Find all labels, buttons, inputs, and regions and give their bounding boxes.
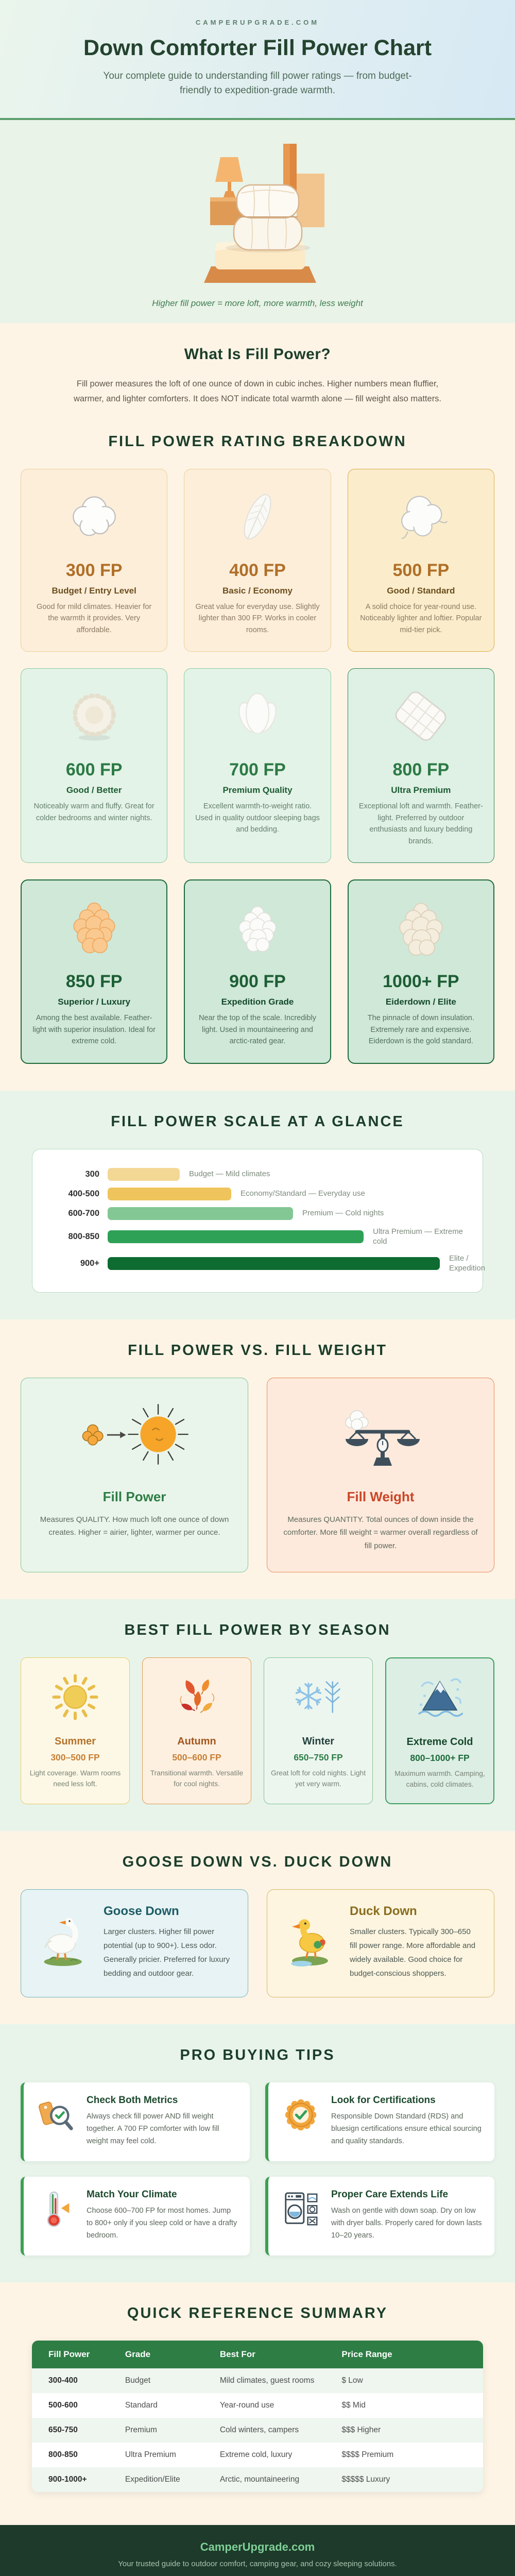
fp-grade: Superior / Luxury	[58, 997, 131, 1007]
fp-card-500	[348, 469, 494, 652]
duck-down-description: Smaller clusters. Typically 300–650 fill power range. More affordable and widely available. Good choice for budget-conscious shoppers.	[350, 1927, 476, 1978]
scale-bar-label: Premium — Cold nights	[302, 1209, 384, 1218]
scale-row	[48, 1227, 467, 1247]
scale-range-label: 800-850	[68, 1231, 99, 1241]
site-label: CAMPERUPGRADE.COM	[195, 19, 320, 26]
scale-range-label: 300	[85, 1169, 99, 1179]
scale-section	[0, 1091, 515, 1319]
column-header-best-for: Best For	[203, 2341, 325, 2368]
vs-section	[0, 1319, 515, 1600]
bedroom-comforter-illustration	[178, 137, 337, 291]
scale-bar	[108, 1168, 180, 1181]
season-description: Maximum warmth. Camping, cabins, cold climates.	[394, 1770, 485, 1788]
scale-bar	[108, 1257, 440, 1270]
fp-card-400	[184, 469, 331, 652]
scale-row	[48, 1253, 486, 1274]
season-card-autumn	[142, 1657, 251, 1804]
scale-range-label: 600-700	[68, 1208, 99, 1218]
cell-price-range: $$$$ Premium	[325, 2443, 483, 2467]
fp-description: Excellent warmth-to-weight ratio. Used in quality outdoor sleeping bags and bedding.	[195, 802, 320, 834]
summary-heading: QUICK REFERENCE SUMMARY	[127, 2304, 388, 2321]
cell-best-for: Mild climates, guest rooms	[203, 2368, 325, 2393]
page-header	[0, 0, 515, 120]
cell-best-for: Extreme cold, luxury	[203, 2443, 325, 2467]
fp-grade: Eiderdown / Elite	[385, 997, 456, 1007]
goose-down-title: Goose Down	[104, 1904, 179, 1919]
feather-icon	[224, 483, 291, 551]
tip-text	[331, 2095, 482, 2148]
snowflake-branch-icon	[291, 1670, 345, 1724]
season-card-summer	[21, 1657, 130, 1804]
fp-grade: Premium Quality	[222, 785, 293, 795]
fp-number: 400 FP	[229, 560, 286, 580]
cell-grade: Standard	[109, 2393, 203, 2418]
tips-section	[0, 2024, 515, 2282]
down-cluster-orange-icon	[60, 894, 128, 962]
cell-best-for: Arctic, mountaineering	[203, 2467, 325, 2492]
down-types-section	[0, 1831, 515, 2024]
fp-card-700	[184, 668, 331, 863]
tip-card-check-metrics	[21, 2082, 250, 2161]
cell-fill-power: 500-600	[32, 2393, 109, 2418]
scale-bar	[108, 1230, 364, 1243]
page-title: Down Comforter Fill Power Chart	[83, 36, 432, 60]
season-fp-range: 650–750 FP	[294, 1752, 343, 1763]
balance-scale-icon	[324, 1396, 437, 1473]
season-description: Light coverage. Warm rooms need less loft.	[29, 1769, 121, 1788]
column-header-fill-power: Fill Power	[32, 2341, 109, 2368]
goose-icon	[36, 1904, 92, 1971]
fill-power-description: Measures QUALITY. How much loft one ounce of down creates. Higher = airier, lighter, warmer per ounce.	[40, 1515, 229, 1537]
fp-card-850	[21, 879, 167, 1063]
breakdown-grid	[21, 469, 494, 1064]
fp-description: A solid choice for year-round use. Noticeably lighter and loftier. Popular mid-tier pick.	[360, 602, 482, 634]
fp-number: 500 FP	[392, 560, 450, 580]
scale-bar-label: Ultra Premium — Extreme cold	[373, 1227, 464, 1246]
cell-price-range: $ Low	[325, 2368, 483, 2393]
cell-grade: Expedition/Elite	[109, 2467, 203, 2492]
fp-number: 800 FP	[392, 760, 450, 780]
cell-fill-power: 650-750	[32, 2418, 109, 2443]
season-name: Extreme Cold	[406, 1736, 473, 1748]
fill-power-card	[21, 1378, 248, 1573]
column-header-grade: Grade	[109, 2341, 203, 2368]
fp-description: Great value for everyday use. Slightly lighter than 300 FP. Works in cooler rooms.	[195, 602, 320, 634]
scale-range-label: 900+	[80, 1258, 99, 1268]
scale-bar-label: Elite / Expedition	[449, 1253, 486, 1273]
fp-grade: Expedition Grade	[221, 997, 294, 1007]
fp-grade: Budget / Entry Level	[52, 585, 136, 596]
cell-fill-power: 900-1000+	[32, 2467, 109, 2492]
intro-body: Fill power measures the loft of one ounce of down in cubic inches. Higher numbers mean fluffier, warmer, and lighter comforters. It does NOT indicate total warmth alone — fill weight also matters.	[73, 379, 442, 403]
hero-caption: Higher fill power = more loft, more warmth, less weight	[152, 298, 363, 309]
washing-machine-icon	[281, 2189, 321, 2229]
goose-down-description: Larger clusters. Higher fill power potential (up to 900+). Less odor. Generally pricier. Preferred for luxury bedding and outdoor gear.	[104, 1927, 230, 1978]
intro-heading: What Is Fill Power?	[184, 346, 331, 363]
goose-down-card	[21, 1889, 248, 1997]
table-row	[32, 2393, 483, 2418]
arrow-right-icon	[107, 1431, 126, 1438]
cell-best-for: Cold winters, campers	[203, 2418, 325, 2443]
tip-title: Look for Certifications	[331, 2095, 436, 2106]
autumn-leaves-icon	[170, 1670, 224, 1724]
fp-card-600	[21, 668, 167, 863]
cell-price-range: $$$ Higher	[325, 2418, 483, 2443]
footer-tagline: Your trusted guide to outdoor comfort, camping gear, and cozy sleeping solutions.	[118, 2559, 397, 2568]
fp-card-900	[184, 879, 331, 1063]
duck-down-title: Duck Down	[350, 1904, 417, 1919]
season-card-extreme-cold	[385, 1657, 494, 1804]
certification-badge-icon	[281, 2095, 321, 2135]
fp-number: 1000+ FP	[383, 972, 459, 992]
summary-section	[0, 2282, 515, 2525]
down-pompom-icon	[60, 682, 128, 750]
scale-row	[48, 1188, 467, 1200]
fp-grade: Good / Better	[66, 785, 122, 795]
fp-description: Noticeably warm and fluffy. Great for colder bedrooms and winter nights.	[33, 802, 154, 822]
cell-grade: Ultra Premium	[109, 2443, 203, 2467]
cell-grade: Premium	[109, 2418, 203, 2443]
fp-description: Exceptional loft and warmth. Feather-light. Preferred by outdoor enthusiasts and luxury bedding brands.	[358, 802, 483, 845]
scale-range-label: 400-500	[68, 1189, 99, 1198]
down-cluster-cream-icon	[387, 894, 455, 962]
scale-row	[48, 1207, 467, 1220]
fp-grade: Basic / Economy	[222, 585, 293, 596]
scale-row	[48, 1168, 467, 1181]
scale-bar-label: Economy/Standard — Everyday use	[241, 1189, 365, 1198]
fp-description: Among the best available. Feather-light with superior insulation. Ideal for extreme cold.	[32, 1014, 156, 1046]
scale-heading: FILL POWER SCALE AT A GLANCE	[111, 1113, 404, 1130]
fp-number: 600 FP	[65, 760, 123, 780]
table-row	[32, 2467, 483, 2492]
fill-power-title: Fill Power	[102, 1488, 166, 1504]
cell-grade: Budget	[109, 2368, 203, 2393]
season-name: Winter	[302, 1736, 335, 1748]
scale-bar-label: Budget — Mild climates	[189, 1170, 270, 1179]
fp-description: The pinnacle of down insulation. Extremely rare and expensive. Eiderdown is the gold standard.	[367, 1014, 474, 1046]
scale-bar	[108, 1188, 231, 1200]
tip-title: Check Both Metrics	[87, 2095, 178, 2106]
season-name: Autumn	[177, 1736, 216, 1748]
fp-number: 850 FP	[65, 972, 123, 992]
table-row	[32, 2368, 483, 2393]
down-cluster-icon	[387, 483, 455, 551]
season-fp-range: 800–1000+ FP	[410, 1753, 470, 1764]
season-fp-range: 500–600 FP	[172, 1752, 221, 1763]
fp-number: 300 FP	[65, 560, 123, 580]
tip-text	[87, 2189, 237, 2242]
duck-icon	[282, 1904, 338, 1971]
goose-down-text	[104, 1904, 233, 1980]
fp-description: Near the top of the scale. Incredibly light. Used in mountaineering and arctic-rated gear.	[198, 1014, 317, 1046]
fp-card-800	[348, 668, 494, 863]
cell-fill-power: 300-400	[32, 2368, 109, 2393]
page-subtitle: Your complete guide to understanding fill power ratings — from budget-friendly to expedition-grade warmth.	[103, 71, 412, 96]
fp-number: 700 FP	[229, 760, 286, 780]
tip-text	[331, 2189, 482, 2242]
fp-card-1000	[348, 879, 494, 1063]
down-cluster-icon	[60, 483, 128, 551]
tips-heading: PRO BUYING TIPS	[180, 2047, 335, 2064]
duck-down-text	[350, 1904, 479, 1980]
fp-grade: Good / Standard	[387, 585, 455, 596]
tip-card-certifications	[265, 2082, 494, 2161]
tip-description: Choose 600–700 FP for most homes. Jump to 800+ only if you sleep cold or have a drafty bedroom.	[87, 2207, 237, 2240]
season-section	[0, 1599, 515, 1831]
fill-weight-title: Fill Weight	[347, 1488, 415, 1504]
intro-section	[0, 323, 515, 1090]
tip-title: Match Your Climate	[87, 2189, 177, 2200]
vs-heading: FILL POWER VS. FILL WEIGHT	[128, 1342, 387, 1359]
page-footer	[0, 2525, 515, 2576]
quilted-comforter-icon	[387, 682, 455, 750]
table-header-row	[32, 2341, 483, 2368]
duck-down-card	[267, 1889, 494, 1997]
fp-description: Good for mild climates. Heavier for the warmth it provides. Very affordable.	[37, 602, 152, 634]
fill-weight-card	[267, 1378, 494, 1573]
column-header-price-range: Price Range	[325, 2341, 483, 2368]
footer-site-link[interactable]: CamperUpgrade.com	[200, 2540, 315, 2553]
tip-title: Proper Care Extends Life	[331, 2189, 449, 2200]
down-types-heading: GOOSE DOWN VS. DUCK DOWN	[122, 1854, 393, 1871]
tag-magnifier-icon	[36, 2095, 76, 2135]
snowy-mountain-icon	[413, 1671, 467, 1724]
table-row	[32, 2443, 483, 2467]
tip-text	[87, 2095, 237, 2148]
cell-fill-power: 800-850	[32, 2443, 109, 2467]
down-plume-icon	[224, 682, 291, 750]
hero-section	[0, 120, 515, 323]
cell-price-range: $$$$$ Luxury	[325, 2467, 483, 2492]
fp-card-300	[21, 469, 167, 652]
table-row	[32, 2418, 483, 2443]
scale-bar	[108, 1207, 293, 1220]
fp-number: 900 FP	[229, 972, 286, 992]
fp-grade: Ultra Premium	[391, 785, 451, 795]
cell-price-range: $$ Mid	[325, 2393, 483, 2418]
season-name: Summer	[54, 1736, 96, 1748]
quick-reference-table	[32, 2341, 483, 2492]
scale-chart-card	[32, 1149, 486, 1293]
loft-expansion-icon	[69, 1396, 200, 1473]
cell-best-for: Year-round use	[203, 2393, 325, 2418]
tip-card-climate	[21, 2177, 250, 2256]
season-card-winter	[264, 1657, 373, 1804]
down-cluster-white-icon	[224, 894, 291, 962]
fill-weight-description: Measures QUANTITY. Total ounces of down inside the comforter. More fill weight = warmer overall regardless of fill power.	[283, 1515, 478, 1550]
season-description: Great loft for cold nights. Light yet very warm.	[270, 1769, 366, 1788]
breakdown-heading: FILL POWER RATING BREAKDOWN	[108, 433, 407, 450]
tip-description: Responsible Down Standard (RDS) and bluesign certifications ensure ethical sourcing and quality standards.	[331, 2112, 482, 2146]
season-heading: BEST FILL POWER BY SEASON	[124, 1622, 391, 1639]
tip-description: Always check fill power AND fill weight together. A 700 FP comforter with low fill weight may feel cold.	[87, 2112, 219, 2146]
tip-card-care	[265, 2177, 494, 2256]
season-fp-range: 300–500 FP	[50, 1752, 100, 1763]
tip-description: Wash on gentle with down soap. Dry on low with dryer balls. Properly cared for down lasts 10–20 years.	[331, 2207, 482, 2240]
season-description: Transitional warmth. Versatile for cool nights.	[150, 1769, 244, 1788]
thermometer-icon	[36, 2189, 76, 2229]
sun-icon	[48, 1670, 102, 1724]
